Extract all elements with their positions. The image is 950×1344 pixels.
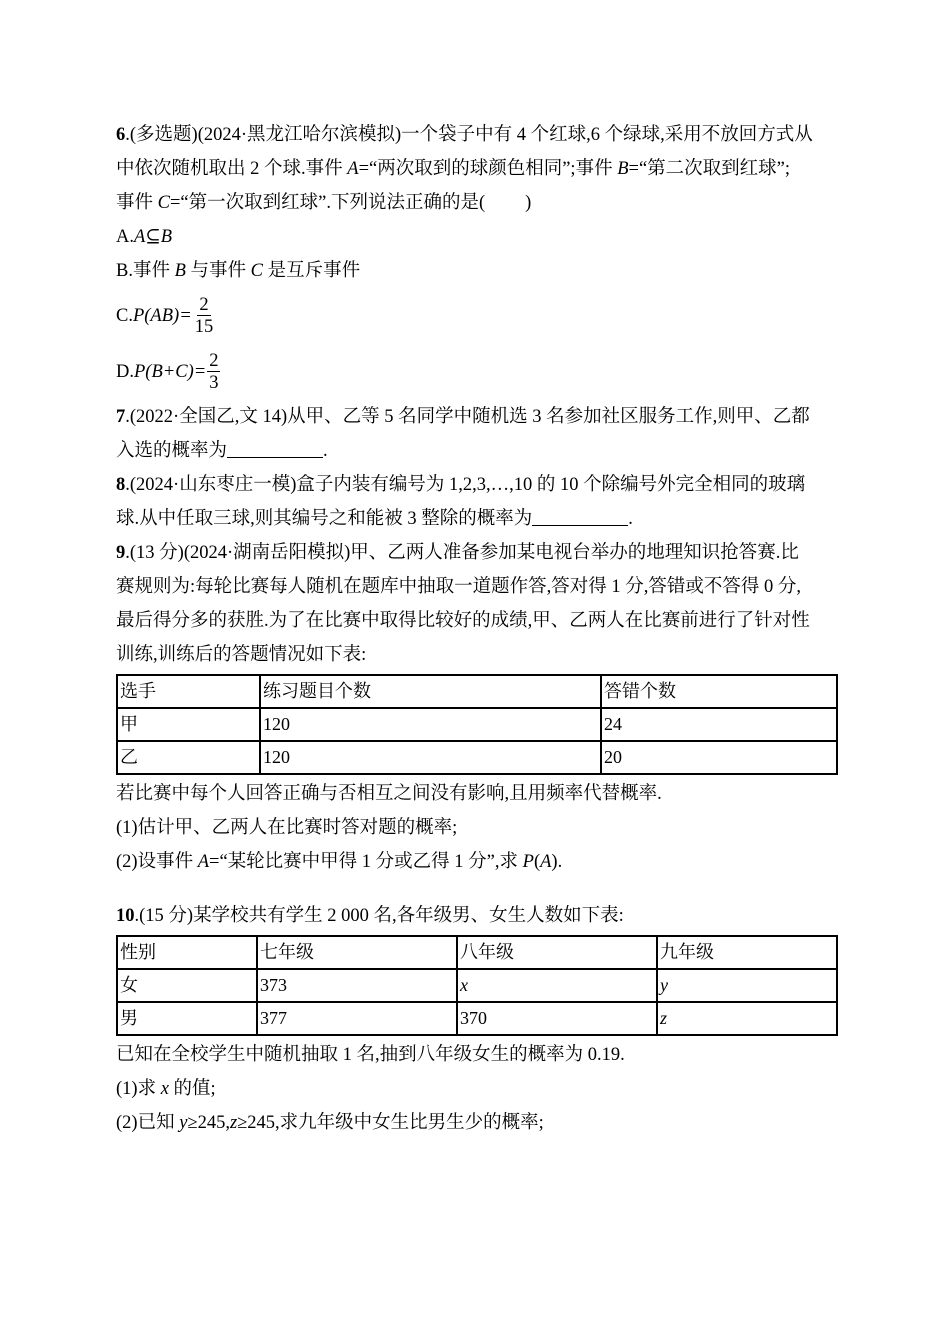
q6-option-c: C. P(AB)= $\frac{2}{15}$ — [116, 294, 214, 337]
table-cell: 20 — [601, 741, 837, 774]
table-cell: 女 — [117, 969, 257, 1002]
table-cell: x — [457, 969, 657, 1002]
spacer — [116, 879, 836, 899]
q9-line-3: 最后得分多的获胜.为了在比赛中取得比较好的成绩,甲、乙两人在比赛前进行了针对性 — [116, 611, 810, 631]
q10-condition: 已知在全校学生中随机抽取 1 名,抽到八年级女生的概率为 0.19. — [116, 1045, 625, 1065]
q10-table — [116, 935, 838, 1036]
q9-sub-1: (1)估计甲、乙两人在比赛时答对题的概率; — [116, 818, 458, 838]
answer-blank[interactable] — [227, 437, 323, 458]
q9-condition: 若比赛中每个人回答正确与否相互之间没有影响,且用频率代替概率. — [116, 784, 662, 804]
table-header-cell: 八年级 — [457, 936, 657, 969]
table-row — [117, 708, 837, 741]
question-6 — [116, 118, 836, 400]
table-cell: 373 — [257, 969, 457, 1002]
fraction: $\frac{2}{3}$ — [209, 350, 219, 393]
q10-line-1: 10.(15 分)某学校共有学生 2 000 名,各年级男、女生人数如下表: — [116, 906, 624, 926]
table-header-row — [117, 936, 837, 969]
table-header-cell: 选手 — [117, 675, 260, 708]
q6-line-3: 事件 C=“第一次取到红球”.下列说法正确的是( ) — [116, 193, 532, 213]
table-header-cell: 答错个数 — [601, 675, 837, 708]
q7-line-1: 7.(2022·全国乙,文 14)从甲、乙等 5 名同学中随机选 3 名参加社区服务工作,则甲、乙都 — [116, 407, 810, 427]
q8-number: 8 — [116, 475, 126, 495]
table-cell: 120 — [260, 741, 601, 774]
table-header-cell: 七年级 — [257, 936, 457, 969]
table-row — [117, 969, 837, 1002]
q8-line-2: 球.从中任取三球,则其编号之和能被 3 整除的概率为 . — [116, 502, 836, 536]
question-8 — [116, 468, 836, 536]
table-row — [117, 741, 837, 774]
q10-sub-2: (2)已知 y≥245,z≥245,求九年级中女生比男生少的概率; — [116, 1113, 544, 1133]
question-7 — [116, 400, 836, 468]
table-cell: 24 — [601, 708, 837, 741]
q6-option-d: D. P(B+C)= $\frac{2}{3}$ — [116, 350, 219, 393]
table-header-cell: 九年级 — [657, 936, 837, 969]
q10-sub-1: (1)求 x 的值; — [116, 1079, 216, 1099]
table-row — [117, 1002, 837, 1035]
q9-line-1: 9.(13 分)(2024·湖南岳阳模拟)甲、乙两人准备参加某电视台举办的地理知识抢答赛.比 — [116, 543, 799, 563]
table-cell: z — [657, 1002, 837, 1035]
q9-line-2: 赛规则为:每轮比赛每人随机在题库中抽取一道题作答,答对得 1 分,答错或不答得 0 分, — [116, 577, 802, 597]
q9-sub-2: (2)设事件 A=“某轮比赛中甲得 1 分或乙得 1 分”,求 P(A). — [116, 852, 563, 872]
table-cell: 男 — [117, 1002, 257, 1035]
table-header-row — [117, 675, 837, 708]
table-cell: 甲 — [117, 708, 260, 741]
question-10 — [116, 899, 836, 1140]
q6-line-1: 6.(多选题)(2024·黑龙江哈尔滨模拟)一个袋子中有 4 个红球,6 个绿球,采用不放回方式从 — [116, 125, 813, 145]
q10-number: 10 — [116, 906, 135, 926]
table-cell: 乙 — [117, 741, 260, 774]
q6-number: 6 — [116, 125, 126, 145]
fraction: $\frac{2}{15}$ — [194, 294, 214, 337]
table-cell: 370 — [457, 1002, 657, 1035]
q7-line-2: 入选的概率为 . — [116, 434, 836, 468]
table-cell: 120 — [260, 708, 601, 741]
q6-option-a: A.A⊆B — [116, 227, 173, 247]
q9-table — [116, 674, 838, 775]
table-header-cell: 性别 — [117, 936, 257, 969]
q6-line-2: 中依次随机取出 2 个球.事件 A=“两次取到的球颜色相同”;事件 B=“第二次取到红球”; — [116, 159, 791, 179]
answer-blank[interactable] — [532, 505, 628, 526]
q9-number: 9 — [116, 543, 126, 563]
table-header-cell: 练习题目个数 — [260, 675, 601, 708]
table-cell: 377 — [257, 1002, 457, 1035]
table-cell: y — [657, 969, 837, 1002]
q6-option-b: B.事件 B 与事件 C 是互斥事件 — [116, 261, 361, 281]
document-page — [116, 118, 836, 1140]
q7-number: 7 — [116, 407, 126, 427]
q9-line-4: 训练,训练后的答题情况如下表: — [116, 645, 367, 665]
question-9 — [116, 536, 836, 879]
q8-line-1: 8.(2024·山东枣庄一模)盒子内装有编号为 1,2,3,…,10 的 10 个除编号外完全相同的玻璃 — [116, 475, 806, 495]
